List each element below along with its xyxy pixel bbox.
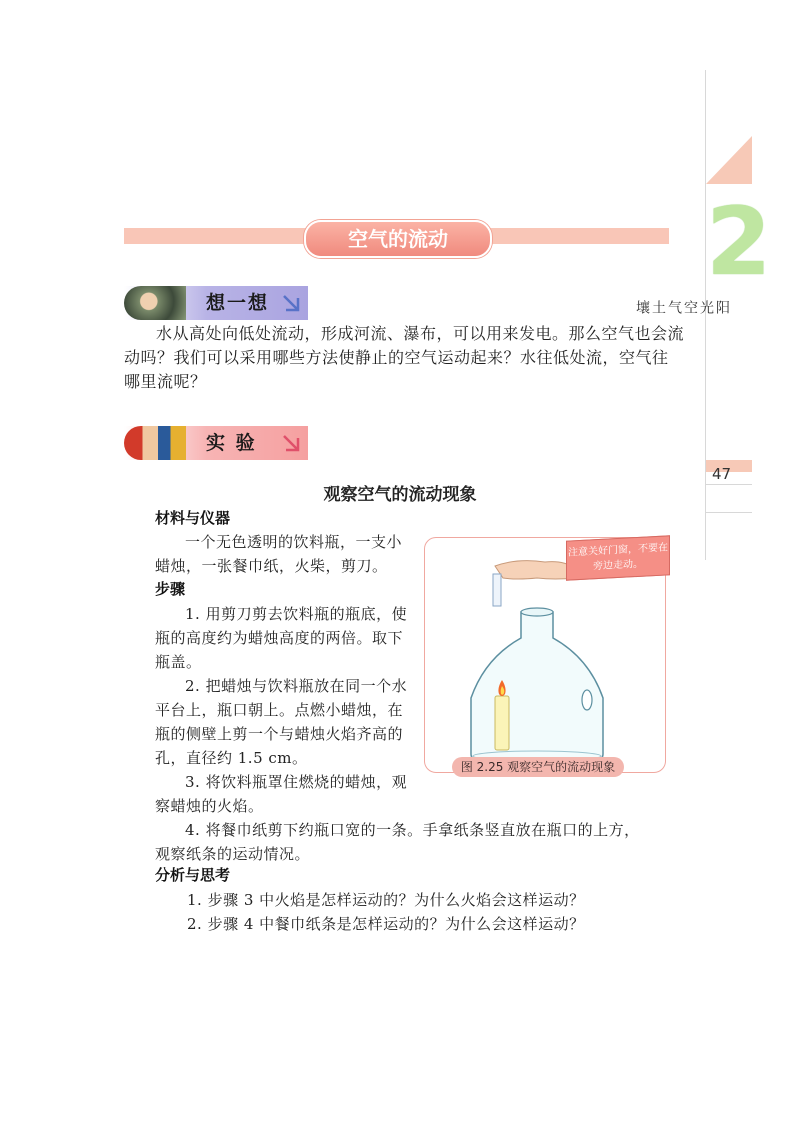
figure-caption: 图 2.25 观察空气的流动现象 — [452, 757, 624, 777]
candle-icon — [495, 696, 509, 750]
hand-icon — [495, 561, 575, 579]
chapter-number: 2 — [706, 188, 772, 297]
think-photo — [124, 286, 186, 320]
section-title: 空气的流动 — [304, 220, 492, 258]
warning-note: 注意关好门窗，不要在旁边走动。 — [566, 535, 670, 580]
chapter-title-char: 阳 — [714, 300, 730, 314]
page-number-rule — [706, 484, 752, 485]
bottle-icon — [471, 612, 603, 760]
chapter-title-char: 土 — [650, 300, 666, 314]
materials-heading: 材料与仪器 — [155, 509, 231, 527]
analysis-heading: 分析与思考 — [155, 866, 231, 884]
chapter-title — [634, 300, 730, 314]
materials-text: 一个无色透明的饮料瓶，一支小蜡烛，一张餐巾纸，火柴，剪刀。 — [155, 533, 403, 575]
paper-strip — [493, 574, 501, 606]
chapter-title-char: 光 — [698, 300, 714, 314]
side-tab-triangle — [706, 136, 752, 184]
step-2: 2. 把蜡烛与饮料瓶放在同一个水平台上，瓶口朝上。点燃小蜡烛，在瓶的侧壁上剪一个与蜡烛火焰齐高的孔，直径约 1.5 cm。 — [155, 677, 408, 767]
side-tab-fold — [706, 512, 752, 531]
experiment-photo — [124, 426, 186, 460]
steps-heading: 步骤 — [155, 580, 186, 598]
think-paragraph: 水从高处向低处流动，形成河流、瀑布，可以用来发电。那么空气也会流动吗？我们可以采用哪些方法使静止的空气运动起来？水往低处流，空气往哪里流呢？ — [124, 324, 685, 391]
question-2: 2. 步骤 4 中餐巾纸条是怎样运动的？为什么会这样运动？ — [187, 915, 585, 933]
think-label: 想一想 — [206, 292, 270, 314]
arrow-down-right-icon — [278, 430, 304, 456]
chapter-title-char: 空 — [682, 300, 698, 314]
step-1: 1. 用剪刀剪去饮料瓶的瓶底，使瓶的高度约为蜡烛高度的两倍。取下瓶盖。 — [155, 605, 408, 671]
question-1: 1. 步骤 3 中火焰是怎样运动的？为什么火焰会这样运动？ — [187, 891, 585, 909]
page-number: 47 — [712, 465, 732, 483]
experiment-title: 观察空气的流动现象 — [323, 485, 477, 505]
step-3: 3. 将饮料瓶罩住燃烧的蜡烛，观察蜡烛的火焰。 — [155, 773, 408, 815]
side-hole — [582, 690, 592, 710]
chapter-title-char: 气 — [666, 300, 682, 314]
chapter-title-char: 壤 — [634, 300, 650, 314]
experiment-label: 实 验 — [206, 432, 257, 454]
arrow-down-right-icon — [278, 290, 304, 316]
step-4: 4. 将餐巾纸剪下约瓶口宽的一条。手拿纸条竖直放在瓶口的上方，观察纸条的运动情况。 — [155, 821, 640, 863]
